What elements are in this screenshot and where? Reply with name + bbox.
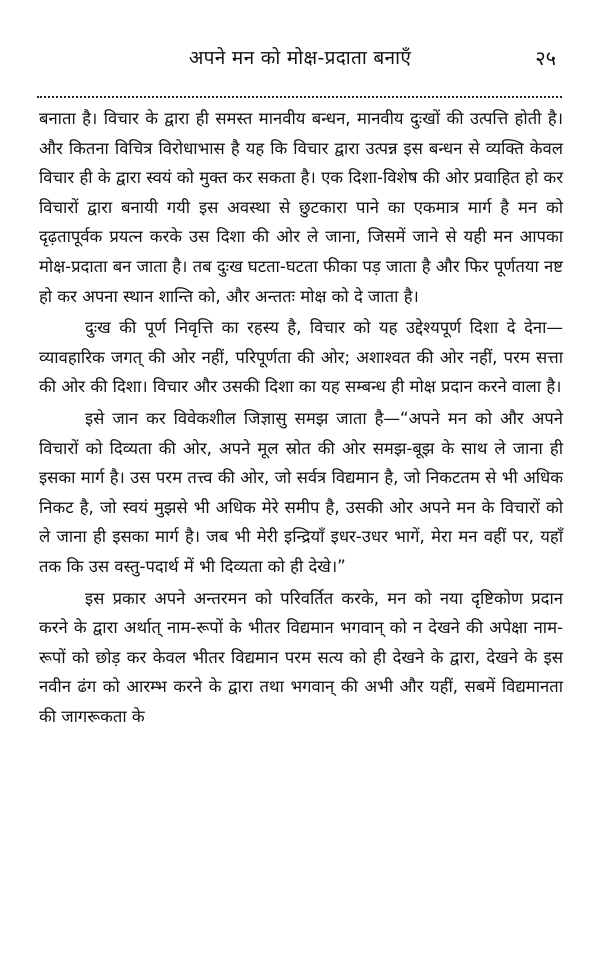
page-number: २५ [535,46,556,70]
running-title: अपने मन को मोक्ष-प्रदाता बनाएँ [188,47,412,69]
paragraph: बनाता है। विचार के द्वारा ही समस्त मानवीय बन्धन, मानवीय दुःखों की उत्पत्ति होती है। और कितना विचित्र विरोधाभास है यह कि विचार द्वारा उत्पन्न इस बन्धन से व्यक्ति केवल विचार ही के द्वारा स्वयं को मुक्त कर सकता है। एक दिशा-विशेष की ओर प्रवाहित हो कर विचारों द्वारा बनायी गयी इस अवस्था से छुटकारा पाने का एकमात्र मार्ग है मन को दृढ़तापूर्वक प्रयत्न करके उस दिशा की ओर ले जाना, जिसमें जाने से यही मन आपका मोक्ष-प्रदाता बन जाता है। तब दुःख घटता-घटता फीका पड़ जाता है और फिर पूर्णतया नष्ट हो कर अपना स्थान शान्ति को, और अन्ततः मोक्ष को दे जाता है। [39,109,563,306]
paragraph: इस प्रकार अपने अन्तरमन को परिवर्तित करके, मन को नया दृष्टिकोण प्रदान करने के द्वारा अर्थात् नाम-रूपों के भीतर विद्यमान भगवान् को न देखने की अपेक्षा नाम-रूपों को छोड़ कर केवल भीतर विद्यमान परम सत्य को ही देखने के द्वारा, देखने के इस नवीन ढंग को आरम्भ करने के द्वारा तथा भगवान् की अभी और यहीं, सबमें विद्यमानता की जागरूकता के [39,588,563,726]
paragraph: इसे जान कर विवेकशील जिज्ञासु समझ जाता है—“अपने मन को और अपने विचारों को दिव्यता की ओर, अपने मूल स्रोत की ओर समझ-बूझ के साथ ले जाना ही इसका मार्ग है। उस परम तत्त्व की ओर, जो सर्वत्र विद्यमान है, जो निकटतम से भी अधिक निकट है, जो स्वयं मुझसे भी अधिक मेरे समीप है, उसकी ओर अपने मन के विचारों को ले जाना ही इसका मार्ग है। जब भी मेरी इन्द्रियाँ इधर-उधर भागें, मेरा मन वहीं पर, यहाँ तक कि उस वस्तु-पदार्थ में भी दिव्यता को ही देखे।” [39,408,563,576]
body-text [39,104,563,733]
page-header [40,40,560,80]
header-divider [37,96,562,98]
paragraph: दुःख की पूर्ण निवृत्ति का रहस्य है, विचार को यह उद्देश्यपूर्ण दिशा दे देना—व्यावहारिक जगत् की ओर नहीं, परिपूर्णता की ओर; अशाश्वत की ओर नहीं, परम सत्ता की ओर की दिशा। विचार और उसकी दिशा का यह सम्बन्ध ही मोक्ष प्रदान करने वाला है। [39,318,563,397]
